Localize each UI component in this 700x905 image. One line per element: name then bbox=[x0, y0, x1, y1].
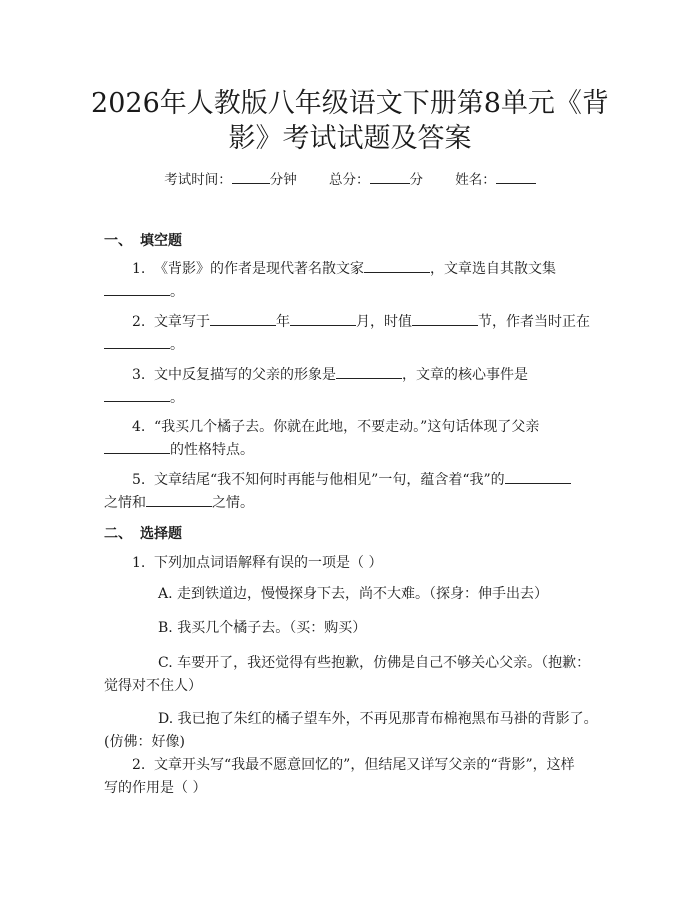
blank-line bbox=[104, 283, 170, 296]
choice-option-d: D. 我已抱了朱红的橘子望车外，不再见那青布棉袍黑布马褂的背影了。 (仿佛：好像) bbox=[104, 711, 598, 750]
choice-option-b: B. 我买几个橘子去。（买：购买） bbox=[158, 620, 367, 636]
blank-line bbox=[370, 171, 410, 184]
name-field: 姓名： bbox=[455, 172, 536, 188]
blank-line bbox=[364, 260, 430, 273]
section-multiple-choice-heading: 二、 选择题 bbox=[104, 526, 182, 542]
blank-line bbox=[104, 389, 170, 402]
exam-info-row bbox=[0, 168, 700, 188]
blank-line bbox=[104, 336, 170, 349]
blank-line bbox=[232, 171, 270, 184]
choice-question-2: 2. 文章开头写“我最不愿意回忆的”，但结尾又详写父亲的“背影”，这样 写的作用是（ ） bbox=[104, 757, 575, 796]
fill-question-2: 2. 文章写于 年 月，时值 节，作者当时正在 。 bbox=[104, 311, 600, 357]
blank-line bbox=[210, 313, 276, 326]
section-fill-in-blank-heading: 一、 填空题 bbox=[104, 233, 182, 249]
fill-question-4: 4. “我买几个橘子去。你就在此地，不要走动。”这句话体现了父亲 的性格特点。 bbox=[104, 416, 600, 462]
fill-question-3: 3. 文中反复描写的父亲的形象是 ，文章的核心事件是 。 bbox=[104, 364, 600, 410]
fill-question-5: 5. 文章结尾“我不知何时再能与他相见”一句，蕴含着“我”的 之情和 之情。 bbox=[104, 469, 600, 515]
blank-line bbox=[412, 313, 478, 326]
blank-line bbox=[146, 494, 212, 507]
exam-time-field: 考试时间： 分钟 bbox=[164, 172, 297, 188]
blank-line bbox=[290, 313, 356, 326]
blank-line bbox=[505, 471, 571, 484]
blank-line bbox=[336, 366, 402, 379]
exam-title-line-1: 2026年人教版八年级语文下册第8单元《背 bbox=[91, 88, 609, 119]
choice-option-c: C. 车要开了，我还觉得有些抱歉，仿佛是自己不够关心父亲。（抱歉： 觉得对不住人） bbox=[104, 655, 591, 694]
blank-line bbox=[496, 171, 536, 184]
blank-line bbox=[104, 441, 170, 454]
exam-title-line-2: 影》考试试题及答案 bbox=[228, 123, 472, 154]
fill-question-1: 1. 《背影》的作者是现代著名散文家 ，文章选自其散文集 。 bbox=[104, 258, 600, 304]
choice-option-a: A. 走到铁道边，慢慢探身下去，尚不大难。（探身：伸手出去） bbox=[158, 586, 549, 602]
total-score-field: 总分： 分 bbox=[329, 172, 423, 188]
choice-question-1: 1. 下列加点词语解释有误的一项是（ ） bbox=[132, 555, 383, 571]
